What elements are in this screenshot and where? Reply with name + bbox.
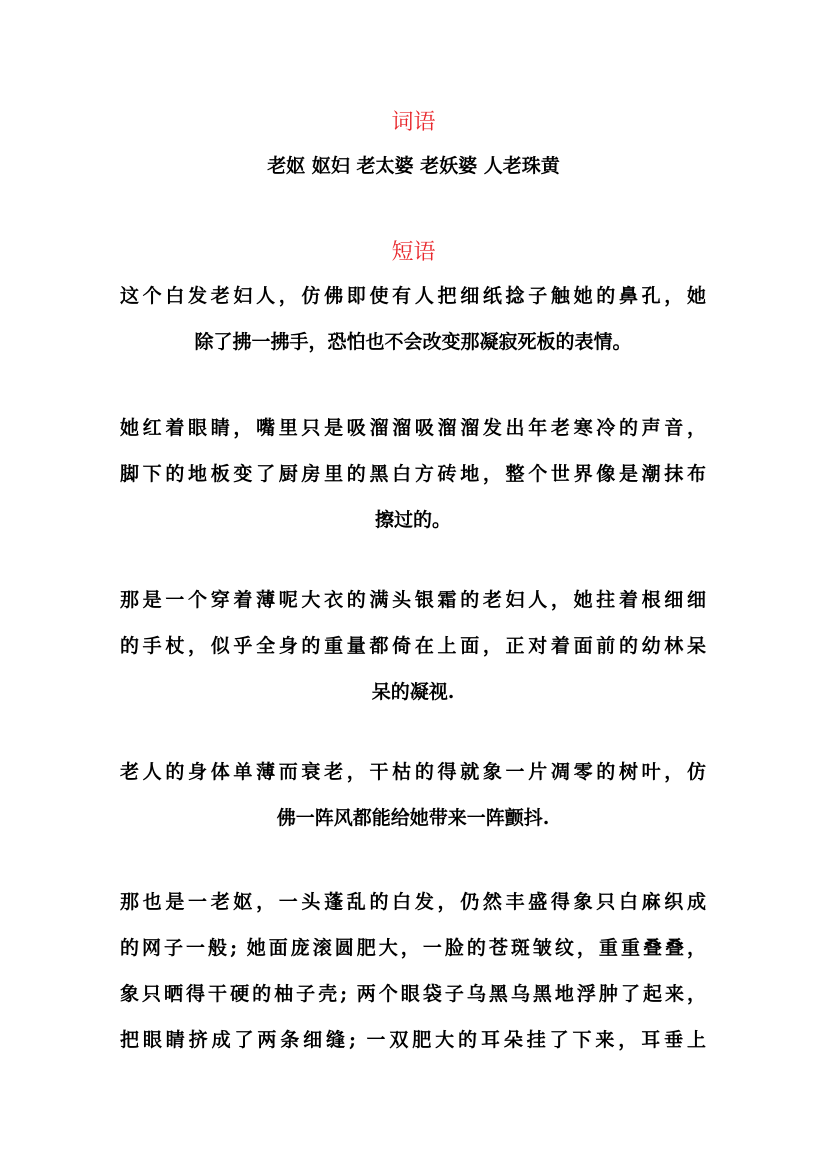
paragraph-line: 把眼睛挤成了两条细缝; 一双肥大的耳朵挂了下来，耳垂上 <box>120 1029 706 1051</box>
paragraph-line: 脚下的地板变了厨房里的黑白方砖地，整个世界像是潮抹布 <box>120 463 706 485</box>
paragraph-line: 佛一阵风都能给她带来一阵颤抖. <box>276 807 550 829</box>
paragraph-line: 的手杖，似乎全身的重量都倚在上面，正对着面前的幼林呆 <box>120 635 706 657</box>
paragraph-4 <box>120 749 706 841</box>
paragraph-line: 她红着眼睛，嘴里只是吸溜溜吸溜溜发出年老寒冷的声音， <box>120 417 706 439</box>
paragraph-line: 的网子一般; 她面庞滚圆肥大，一脸的苍斑皱纹，重重叠叠， <box>120 937 706 959</box>
paragraph-line: 这个白发老妇人，仿佛即使有人把细纸捻子触她的鼻孔，她 <box>120 285 706 307</box>
paragraph-line: 老人的身体单薄而衰老，干枯的得就象一片凋零的树叶，仿 <box>120 761 706 783</box>
phrases-heading: 短语 <box>391 240 436 265</box>
paragraph-line: 那是一个穿着薄呢大衣的满头银霜的老妇人，她拄着根细细 <box>120 589 706 611</box>
paragraph-3 <box>120 577 706 715</box>
words-list: 老妪 妪妇 老太婆 老妖婆 人老珠黄 <box>267 155 560 177</box>
paragraph-line: 呆的凝视. <box>371 681 455 703</box>
paragraph-2 <box>120 405 706 543</box>
paragraph-line: 象只晒得干硬的柚子壳; 两个眼袋子乌黑乌黑地浮肿了起来， <box>120 983 706 1005</box>
paragraph-line: 那也是一老妪，一头蓬乱的白发，仍然丰盛得象只白麻织成 <box>120 891 706 913</box>
paragraph-1 <box>120 273 706 365</box>
paragraph-line: 除了拂一拂手，恐怕也不会改变那凝寂死板的表情。 <box>194 331 632 353</box>
paragraph-line: 擦过的。 <box>374 509 451 531</box>
paragraph-5 <box>120 879 706 1063</box>
words-heading: 词语 <box>391 110 436 135</box>
